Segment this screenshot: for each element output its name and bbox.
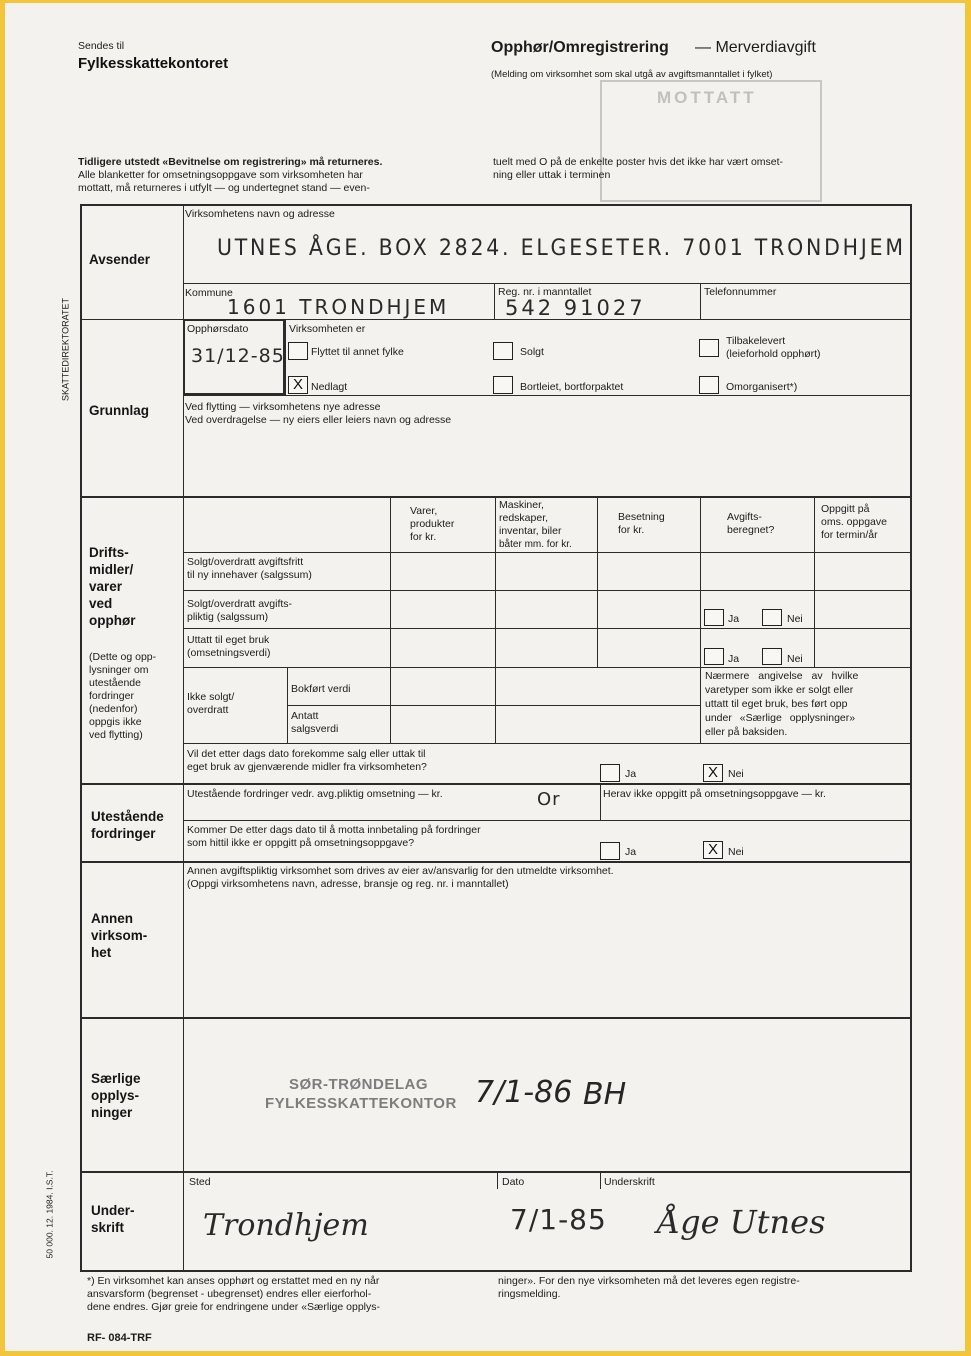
option-tilbakelevert: Tilbakelevert	[726, 335, 786, 347]
option-solgt: Solgt	[520, 346, 544, 358]
footer-line: dene endres. Gjør greie for endringene under «Særlige opplys-	[87, 1301, 381, 1313]
uttatt-ja-label: Ja	[728, 653, 740, 665]
checkbox-nedlagt[interactable]: X	[288, 376, 308, 394]
stamp-date: 7/1-86	[475, 1075, 573, 1110]
note-line: utestående	[89, 677, 141, 689]
footer-line: ninger». For den nye virksomheten må det leveres egen registre-	[498, 1275, 800, 1287]
option-tilbakelevert-note: (leieforhold opphørt)	[726, 348, 821, 360]
section-line: Annen	[91, 911, 133, 926]
intro-line: Tidligere utstedt «Bevitnelse om registrering» må returneres.	[78, 156, 383, 168]
form-title: Opphør/Omregistrering	[491, 39, 669, 56]
checkbox-innbetaling-nei[interactable]: X	[703, 841, 723, 859]
row-label: Uttatt til eget bruk	[187, 634, 270, 646]
innbetaling-ja-label: Ja	[625, 846, 637, 858]
footer-line: ansvarsform (begrenset - ubegrenset) endres eller eierforhol-	[87, 1288, 372, 1300]
text-line: Vil det etter dags dato forekomme salg eller uttak til	[187, 748, 426, 760]
header-line: for termin/år	[821, 529, 878, 541]
checkbox-solgt[interactable]	[493, 342, 513, 360]
header-line: oms. oppgave	[821, 516, 887, 528]
reg-nr-label: Reg. nr. i manntallet	[498, 286, 592, 298]
section-line: Utestående	[91, 809, 164, 824]
header-line: Besetning	[618, 511, 665, 523]
form-code: RF- 084-TRF	[87, 1332, 152, 1344]
footer-line: *) En virksomhet kan anses opphørt og erstattet med en ny når	[87, 1275, 380, 1287]
section-line: virksom-	[91, 928, 148, 943]
salg-nei-label: Nei	[728, 768, 744, 780]
note-line: lysninger om	[89, 664, 149, 676]
received-stamp	[600, 80, 822, 202]
stamp-line: SØR-TRØNDELAG	[289, 1076, 428, 1093]
checkbox-innbetaling-ja[interactable]	[600, 842, 620, 860]
row-label: pliktig (salgssum)	[187, 611, 269, 623]
text-line: under «Særlige opplysninger»	[705, 712, 856, 724]
option-omorganisert: Omorganisert*)	[726, 381, 798, 393]
text-line: Annen avgiftspliktig virksomhet som drives av eier av/ansvarlig for den utmeldte virksomhet.	[187, 865, 614, 877]
row-label: til ny innehaver (salgssum)	[187, 569, 312, 581]
underskrift-label: Underskrift	[604, 1176, 655, 1188]
text-line: (Oppgi virksomhetens navn, adresse, bransje og reg. nr. i manntallet)	[187, 878, 509, 890]
option-flyttet: Flyttet til annet fylke	[311, 346, 404, 358]
header-line: båter mm. for kr.	[499, 539, 572, 550]
utestaende-value[interactable]: Or	[537, 789, 561, 810]
section-line: skrift	[91, 1220, 125, 1235]
section-line: opphør	[89, 613, 136, 628]
checkbox-salg-ja[interactable]	[600, 764, 620, 782]
checkbox-uttatt-ja[interactable]	[704, 648, 724, 665]
section-line: opplys-	[91, 1088, 140, 1103]
name-address-value[interactable]: UTNES ÅGE. BOX 2824. ELGESETER. 7001 TRONDHJEM	[217, 236, 906, 261]
checkbox-omorganisert[interactable]	[699, 376, 719, 394]
opphorsdato-label: Opphørsdato	[187, 323, 249, 335]
dato-value[interactable]: 7/1-85	[510, 1203, 607, 1236]
intro-line: ning eller uttak i terminen	[493, 169, 611, 181]
row-label: overdratt	[187, 704, 229, 716]
section-line: ninger	[91, 1105, 133, 1120]
text-line: uttatt til eget bruk, bes ført opp	[705, 698, 848, 710]
section-line: fordringer	[91, 826, 156, 841]
note-overdragelse: Ved overdragelse — ny eiers eller leiers navn og adresse	[185, 414, 452, 426]
section-line: Drifts-	[89, 545, 129, 560]
row-label: salgsverdi	[291, 723, 339, 735]
bokfort-verdi-label: Bokført verdi	[291, 683, 351, 695]
header-line: Maskiner,	[499, 499, 544, 511]
checkbox-bortleiet[interactable]	[493, 376, 513, 394]
sendes-til-label: Sendes til	[78, 40, 125, 52]
note-line: ved flytting)	[89, 729, 143, 741]
header-line: Varer,	[410, 505, 438, 517]
pliktig-nei-label: Nei	[787, 613, 803, 625]
pliktig-ja-label: Ja	[728, 613, 740, 625]
header-line: Oppgitt på	[821, 503, 870, 515]
row-label: Solgt/overdratt avgiftsfritt	[187, 556, 304, 568]
stamp-initials: BH	[583, 1077, 627, 1112]
form-title-suffix: — Merverdiavgift	[695, 39, 816, 56]
name-address-label: Virksomhetens navn og adresse	[185, 208, 335, 220]
section-line: het	[91, 945, 112, 960]
text-line: som hittil ikke er oppgitt på omsetningsoppgave?	[187, 837, 415, 849]
stamp-line: FYLKESSKATTEKONTOR	[265, 1095, 457, 1112]
note-line: (nedenfor)	[89, 703, 138, 715]
checkbox-flyttet[interactable]	[288, 342, 308, 360]
section-line: ved	[89, 596, 113, 611]
header-line: Avgifts-	[727, 511, 762, 523]
row-label: Ikke solgt/	[187, 691, 235, 703]
section-grunnlag: Grunnlag	[89, 403, 149, 418]
note-line: (Dette og opp-	[89, 651, 157, 663]
uttatt-nei-label: Nei	[787, 653, 803, 665]
checkbox-pliktig-nei[interactable]	[762, 609, 782, 626]
text-line: Kommer De etter dags dato til å motta innbetaling på fordringer	[187, 824, 481, 836]
herav-label: Herav ikke oppgitt på omsetningsoppgave — kr.	[603, 788, 826, 800]
virksomheten-er-label: Virksomheten er	[289, 323, 366, 335]
header-line: inventar, biler	[499, 525, 562, 537]
checkbox-salg-nei[interactable]: X	[703, 764, 723, 782]
telefon-label: Telefonnummer	[704, 286, 777, 298]
intro-line: Alle blanketter for omsetningsoppgave som virksomheten har	[78, 169, 363, 181]
text-line: varetyper som ikke er solgt eller	[705, 684, 854, 696]
print-code-side: 50 000. 12. 1984. I.S.T.	[44, 1170, 55, 1259]
text-line: Nærmere angivelse av hvilke	[705, 670, 859, 682]
received-stamp-text: MOTTATT	[657, 88, 757, 107]
row-label: (omsetningsverdi)	[187, 647, 271, 659]
kommune-value[interactable]: 1601 TRONDHJEM	[227, 295, 450, 319]
office-name: Fylkesskattekontoret	[78, 55, 229, 72]
opphorsdato-value[interactable]: 31/12-85	[191, 345, 285, 367]
intro-line: tuelt med O på de enkelte poster hvis det ikke har vært omset-	[493, 156, 784, 168]
innbetaling-nei-label: Nei	[728, 846, 744, 858]
sted-label: Sted	[189, 1176, 211, 1188]
header-line: for kr.	[618, 524, 645, 536]
option-bortleiet: Bortleiet, bortforpaktet	[520, 381, 624, 393]
salg-ja-label: Ja	[625, 768, 637, 780]
intro-line: mottatt, må returneres i utfylt — og undertegnet stand — even-	[78, 182, 370, 194]
checkbox-tilbakelevert[interactable]	[699, 339, 719, 357]
row-label: Antatt	[291, 710, 319, 722]
agency-side-label: SKATTEDIREKTORATET	[60, 298, 71, 402]
header-line: produkter	[410, 518, 455, 530]
note-flytting: Ved flytting — virksomhetens nye adresse	[185, 401, 381, 413]
text-line: eget bruk av gjenværende midler fra virksomheten?	[187, 761, 427, 773]
header-line: beregnet?	[727, 524, 775, 536]
note-line: oppgis ikke	[89, 716, 142, 728]
form-subtitle: (Melding om virksomhet som skal utgå av avgiftsmanntallet i fylket)	[491, 69, 773, 80]
section-line: midler/	[89, 562, 134, 577]
document-page	[5, 3, 965, 1351]
reg-nr-value[interactable]: 542 91027	[505, 296, 646, 320]
footer-line: ringsmelding.	[498, 1288, 561, 1300]
dato-label: Dato	[502, 1176, 525, 1188]
text-line: eller på baksiden.	[705, 726, 788, 738]
section-avsender: Avsender	[89, 252, 151, 267]
row-label: Solgt/overdratt avgifts-	[187, 598, 293, 610]
option-nedlagt: Nedlagt	[311, 381, 348, 393]
kommune-label: Kommune	[185, 287, 233, 299]
note-line: fordringer	[89, 690, 134, 702]
header-line: redskaper,	[499, 512, 549, 524]
checkbox-pliktig-ja[interactable]	[704, 609, 724, 626]
checkbox-uttatt-nei[interactable]	[762, 648, 782, 665]
signature[interactable]: Åge Utnes	[657, 1203, 826, 1241]
utestaende-label: Utestående fordringer vedr. avg.pliktig omsetning — kr.	[187, 788, 443, 800]
section-line: varer	[89, 579, 123, 594]
section-line: Særlige	[91, 1071, 141, 1086]
sted-value[interactable]: Trondhjem	[203, 1208, 369, 1243]
header-line: for kr.	[410, 531, 437, 543]
section-line: Under-	[91, 1203, 135, 1218]
